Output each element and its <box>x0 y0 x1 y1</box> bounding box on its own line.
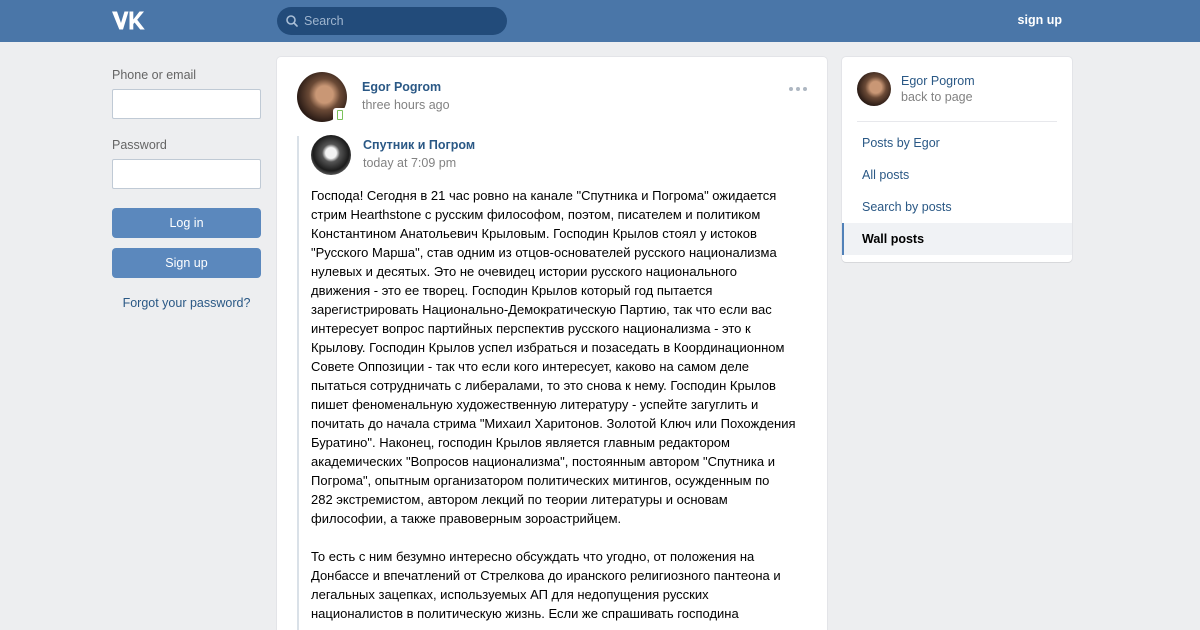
vk-logo-icon[interactable] <box>112 10 145 31</box>
wall-nav-menu <box>842 127 1072 255</box>
post-timestamp[interactable]: three hours ago <box>362 98 450 112</box>
search-box[interactable] <box>277 7 507 35</box>
post-text <box>311 186 809 630</box>
phone-label: Phone or email <box>112 68 197 82</box>
nav-wall-posts[interactable]: Wall posts <box>842 223 1072 255</box>
phone-email-field[interactable] <box>112 89 261 119</box>
group-avatar[interactable] <box>311 135 351 175</box>
mobile-online-icon <box>333 108 347 122</box>
nav-posts-by-owner[interactable]: Posts by Egor <box>862 136 940 150</box>
more-options-icon[interactable] <box>789 87 807 91</box>
top-header <box>0 0 1200 42</box>
login-button[interactable]: Log in <box>112 208 261 238</box>
divider <box>857 121 1057 122</box>
forgot-password-link[interactable]: Forgot your password? <box>122 296 251 310</box>
repost-timestamp[interactable]: today at 7:09 pm <box>363 156 457 170</box>
owner-name-link[interactable]: Egor Pogrom <box>901 74 975 88</box>
login-panel <box>112 68 261 310</box>
wall-nav-card <box>842 57 1072 262</box>
repost-bar <box>297 136 299 630</box>
search-icon <box>286 15 298 27</box>
nav-all-posts[interactable]: All posts <box>862 168 910 182</box>
signup-button[interactable]: Sign up <box>112 248 261 278</box>
header-signup-link[interactable]: sign up <box>1017 13 1062 27</box>
back-to-page-link[interactable]: back to page <box>901 90 973 104</box>
password-field[interactable] <box>112 159 261 189</box>
password-label: Password <box>112 138 167 152</box>
search-input[interactable] <box>304 7 499 35</box>
post-author-link[interactable]: Egor Pogrom <box>362 80 442 94</box>
post-paragraph: То есть с ним безумно интересно обсуждать что угодно, от положения на Донбассе и впечатлений от Стрелкова до иранского религиозного пантеона и легальных зацепках, используемых АП для недопущения русских националистов в политическую жизнь. Если же спрашивать господина <box>311 549 781 621</box>
nav-search-posts[interactable]: Search by posts <box>862 200 952 214</box>
repost-group-link[interactable]: Спутник и Погром <box>363 138 476 152</box>
wall-post <box>277 57 827 630</box>
owner-avatar[interactable] <box>857 72 891 106</box>
post-paragraph: Господа! Сегодня в 21 час ровно на канале "Спутника и Погрома" ожидается стрим Hearthstone с русским философом, поэтом, писателем и политиком Константином Анатольевич Крыловым. Господин Крылов стоял у истоков "Русского Марша", став одним из отцов-основателей русского национализма нулевых и десятых. Это не очевидец истории русского национального движения - это ее творец. Господин Крылов который год пытается зарегистрировать Национально-Демократическую Партию, так что если вас интересует вопрос партийных перспектив русского национализма - это к Крылову. Господин Крылов успел избраться и позаседать в Координационном Совете Оппозиции - так что если кого интересует, каково на самом деле пытаться сотрудничать с либералами, то это снова к нему. Господин Крылов пишет феноменальную художественную литературу - успейте загуглить и почитать до начала стрима "Михаил Харитонов. Золотой Ключ или Похождения Буратино". Наконец, господин Крылов является главным редактором академических "Вопросов национализма", постоянным автором "Спутника и Погрома", опытным организатором политических митингов, осужденным по 282 экстремистом, автором лекций по теории литературы и основам философии, а также правоверным зороастрийцем. <box>311 188 796 526</box>
